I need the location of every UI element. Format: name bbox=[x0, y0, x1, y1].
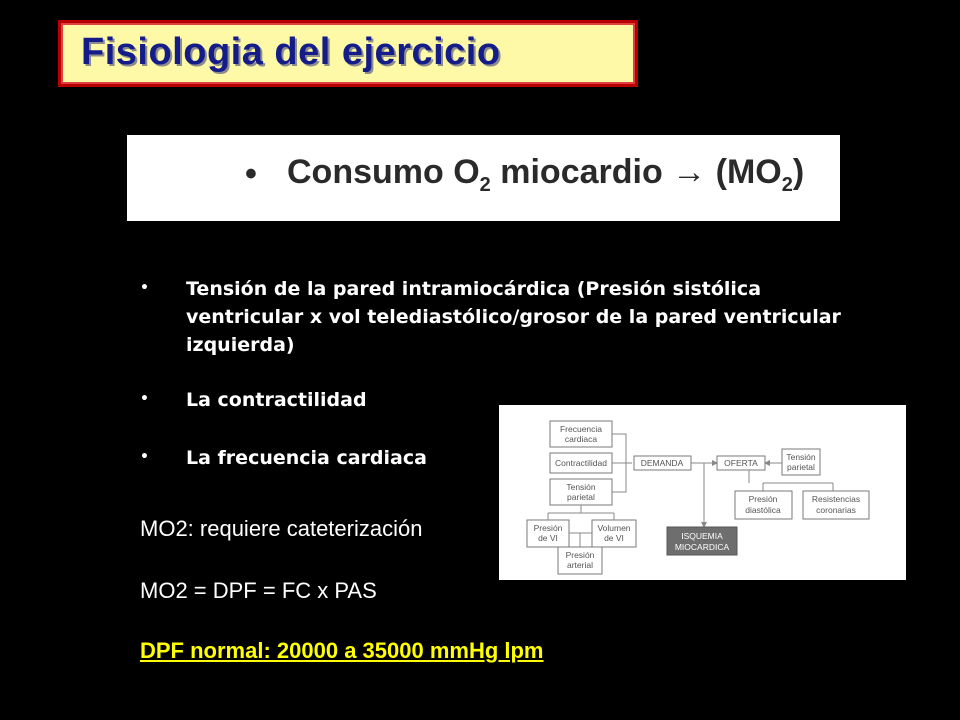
diag-tension2-1: Tensión bbox=[786, 452, 816, 462]
diag-isquemia-1: ISQUEMIA bbox=[681, 531, 723, 541]
bullet-text: La frecuencia cardiaca bbox=[186, 447, 427, 469]
bullet-dot-icon: • bbox=[140, 391, 149, 407]
banner-rest: miocardio bbox=[490, 153, 673, 191]
mo2-banner bbox=[127, 135, 840, 221]
banner-text bbox=[287, 153, 804, 197]
bullet-dot-icon: • bbox=[140, 280, 149, 296]
diag-resistencias-2: coronarias bbox=[816, 505, 856, 515]
bullet-text: Tensión de la pared intramiocárdica (Presión sistólica ventricular x vol telediastólico/grosor de la pared ventricular izquierda) bbox=[186, 278, 841, 356]
diag-frecuencia-2: cardiaca bbox=[564, 434, 598, 444]
diag-presion-vi-1: Presión bbox=[533, 523, 563, 533]
diag-tension-1: Tensión bbox=[566, 482, 596, 492]
dpf-normal: DPF normal: 20000 a 35000 mmHg lpm bbox=[140, 638, 544, 663]
diag-contractilidad: Contractilidad bbox=[555, 458, 607, 468]
arrow-icon: → bbox=[672, 153, 707, 191]
diag-oferta: OFERTA bbox=[724, 458, 758, 468]
banner-bullet: • bbox=[245, 155, 257, 193]
banner-sub: 2 bbox=[479, 173, 491, 196]
bullet-dot-icon: • bbox=[140, 449, 149, 465]
diag-demanda: DEMANDA bbox=[640, 458, 684, 468]
banner-paren-open: (MO bbox=[706, 153, 782, 191]
title-box bbox=[58, 20, 638, 87]
mo2-line: MO2: requiere cateterización bbox=[140, 516, 423, 541]
bullet-text: La contractilidad bbox=[186, 389, 367, 411]
diag-volumen-vi-2: de VI bbox=[604, 533, 624, 543]
banner-main: Consumo O bbox=[287, 153, 480, 191]
diagram-svg bbox=[499, 405, 906, 580]
diag-tension-2: parietal bbox=[567, 492, 595, 502]
diag-presion-arterial-2: arterial bbox=[567, 560, 593, 570]
diag-presion-vi-2: de VI bbox=[538, 533, 558, 543]
connector-tension bbox=[548, 505, 614, 520]
mo2-formula: MO2 = DPF = FC x PAS bbox=[140, 578, 377, 603]
mo2-diagram bbox=[499, 405, 906, 580]
diag-isquemia-2: MIOCARDICA bbox=[674, 542, 730, 552]
page-title: Fisiologia del ejercicio bbox=[81, 31, 501, 73]
diag-presion-arterial-1: Presión bbox=[565, 550, 595, 560]
diag-presion-diast-2: diastólica bbox=[745, 505, 781, 515]
diag-presion-diast-1: Presión bbox=[748, 494, 778, 504]
diag-resistencias-1: Resistencias bbox=[811, 494, 861, 504]
banner-paren-close: ) bbox=[792, 153, 805, 191]
diag-volumen-vi-1: Volumen bbox=[597, 523, 631, 533]
banner-paren-sub: 2 bbox=[781, 173, 793, 196]
diag-frecuencia-1: Frecuencia bbox=[559, 424, 603, 434]
connector-vi bbox=[569, 533, 592, 547]
diag-tension2-2: parietal bbox=[787, 462, 815, 472]
